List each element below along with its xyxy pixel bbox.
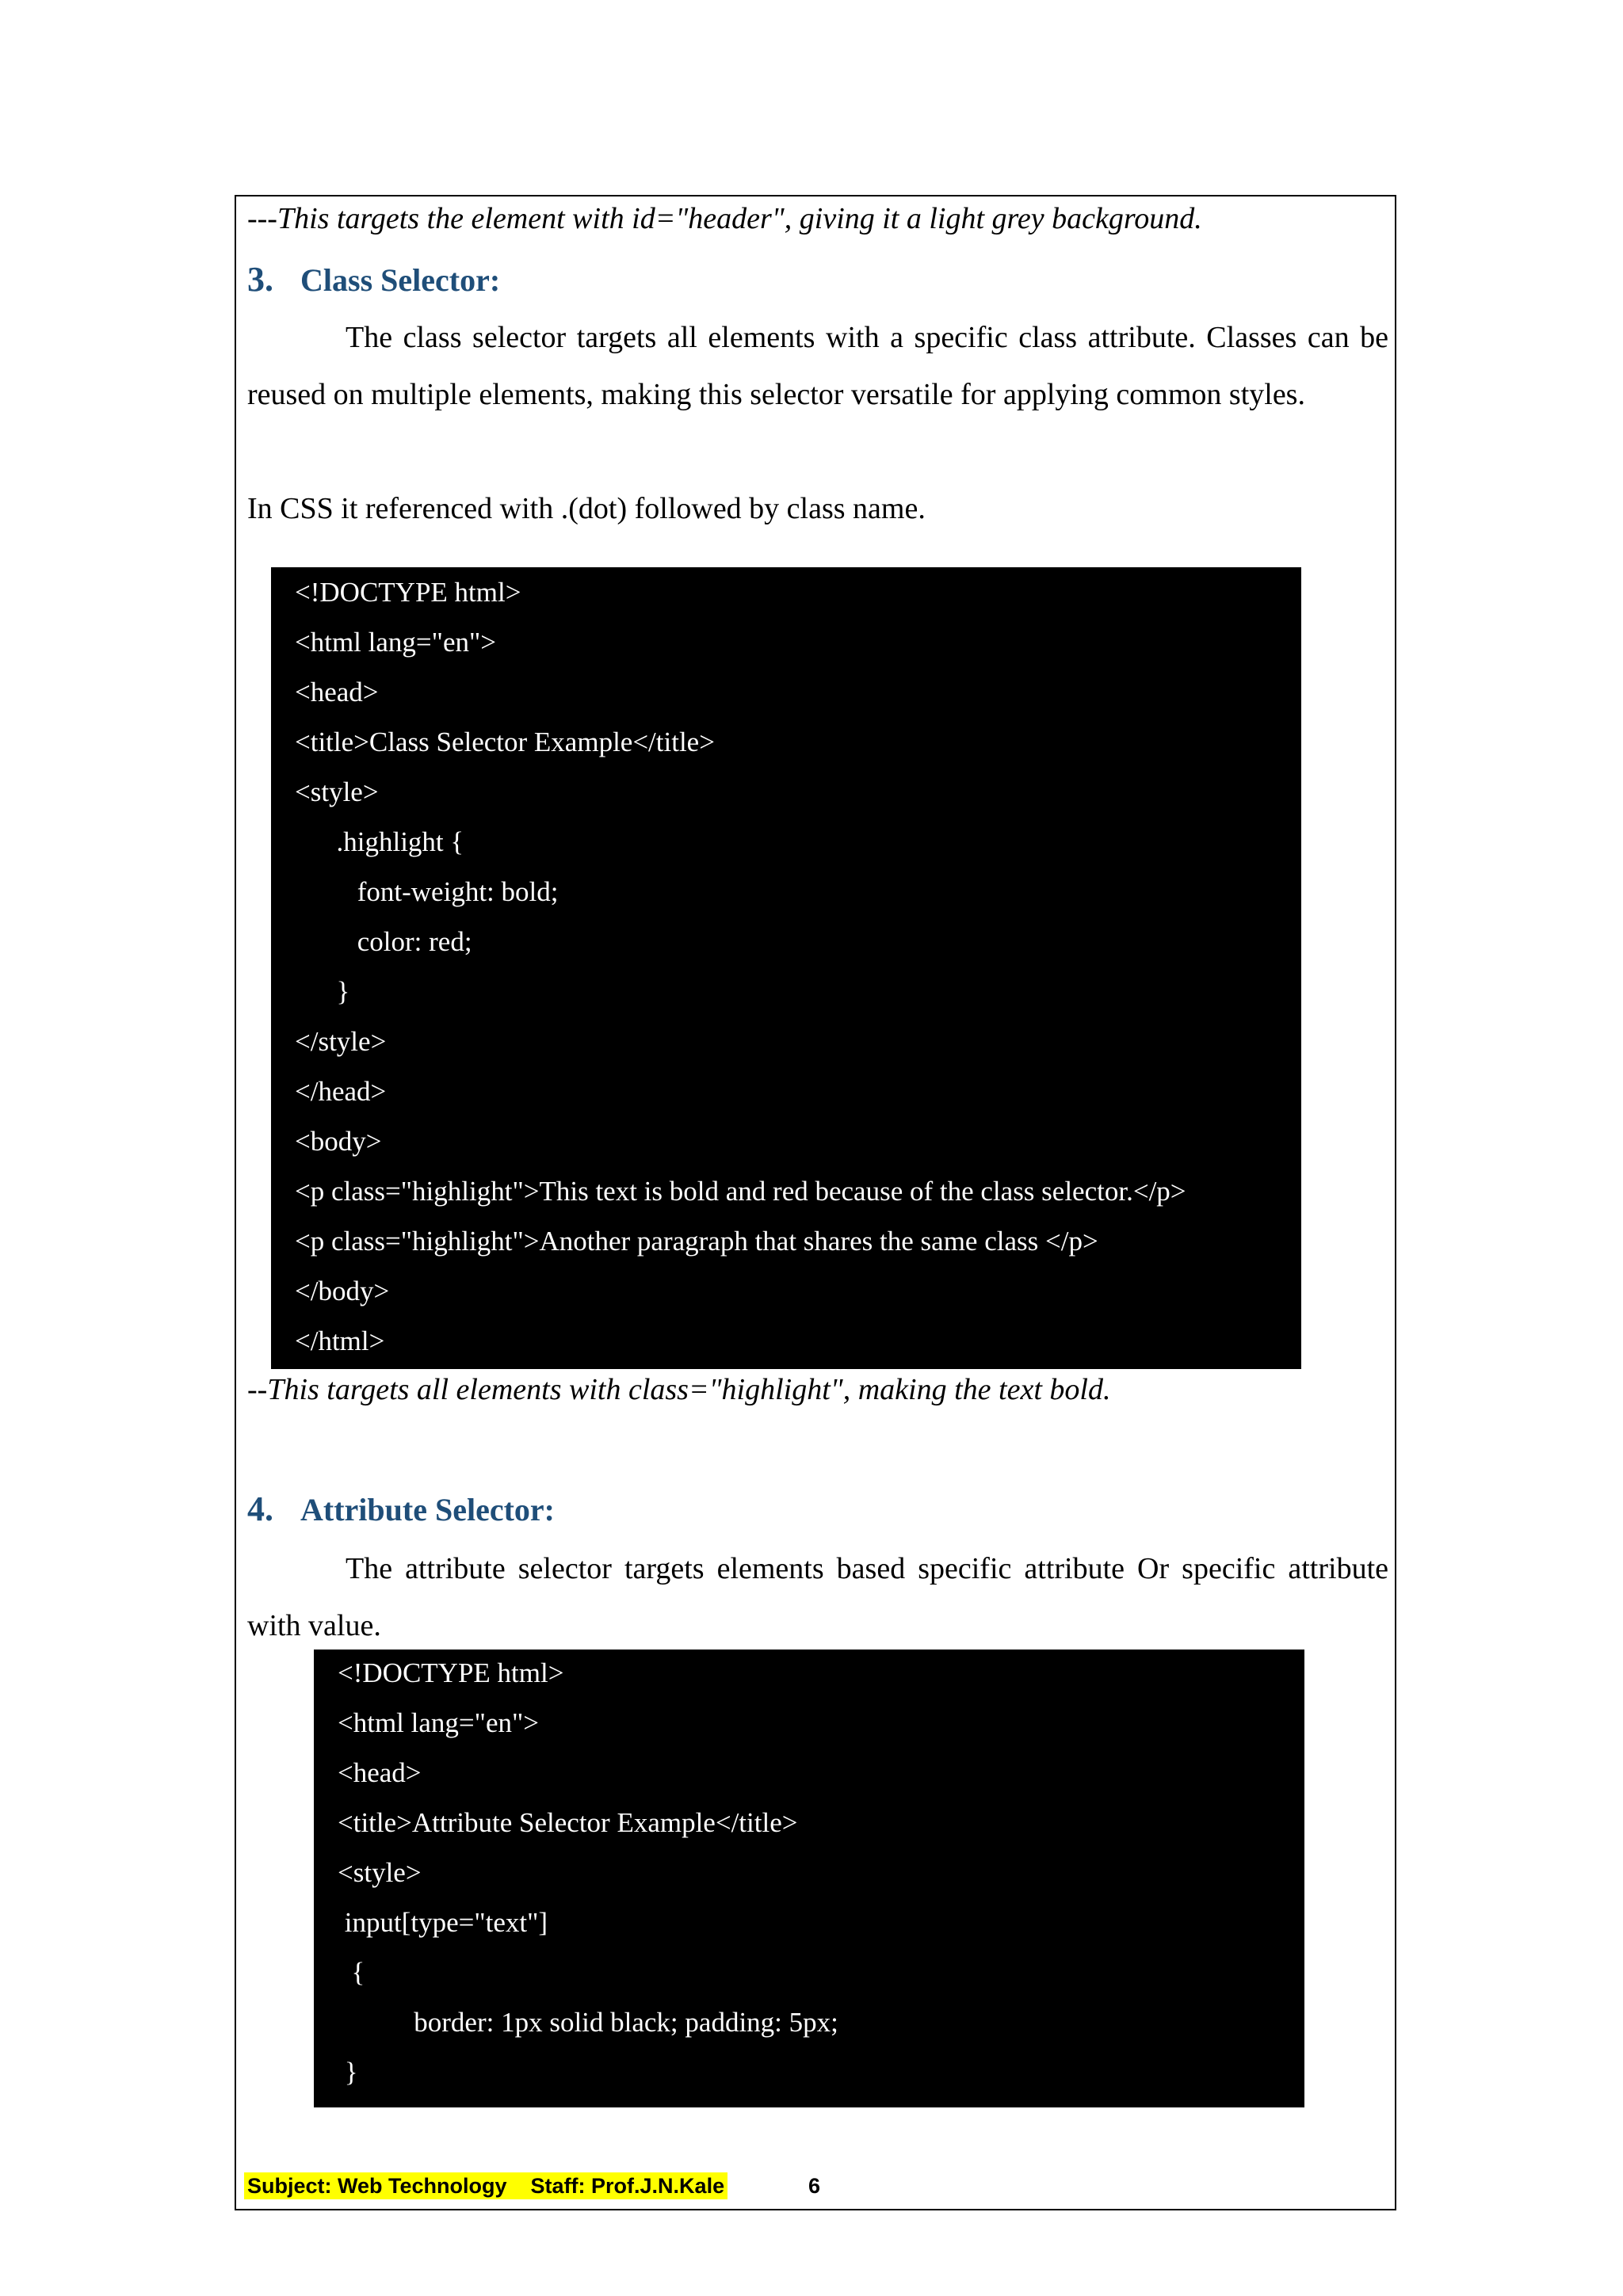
section3-paragraph-2: In CSS it referenced with .(dot) followed by class name.: [247, 492, 926, 525]
code-line: font-weight: bold;: [295, 876, 559, 907]
code-line: <style>: [338, 1857, 422, 1888]
section3-note: --This targets all elements with class="highlight", making the text bold.: [247, 1373, 1111, 1406]
section3-title: Class Selector:: [300, 262, 501, 298]
section4-heading: [247, 1489, 555, 1530]
code-line: color: red;: [295, 926, 472, 957]
footer-highlight: [244, 2172, 727, 2199]
code-line: {: [338, 1957, 365, 1988]
code-line: <p class="highlight">Another paragraph that shares the same class </p>: [295, 1226, 1098, 1257]
code-line: <body>: [295, 1126, 382, 1157]
intro-note: ---This targets the element with id="header", giving it a light grey background.: [247, 202, 1202, 235]
page-number: 6: [808, 2174, 821, 2198]
footer-subject: Subject: Web Technology: [247, 2174, 507, 2198]
code-block-attribute-selector: [314, 1650, 1304, 2107]
footer-staff: Staff: Prof.J.N.Kale: [530, 2174, 725, 2198]
code-line: <html lang="en">: [338, 1707, 540, 1738]
code-line: <title>Attribute Selector Example</title>: [338, 1807, 798, 1838]
code-line: }: [338, 2057, 358, 2088]
section3-heading: [247, 260, 500, 300]
section4-title: Attribute Selector:: [300, 1492, 555, 1527]
code-line: .highlight {: [295, 826, 464, 857]
code-line: <title>Class Selector Example</title>: [295, 727, 715, 757]
code-line: <p class="highlight">This text is bold and red because of the class selector.</p>: [295, 1176, 1186, 1207]
section4-paragraph: The attribute selector targets elements based specific attribute Or specific attribute with value.: [247, 1552, 1388, 1642]
code-line: input[type="text"]: [338, 1907, 548, 1938]
code-line: <html lang="en">: [295, 627, 497, 658]
code-line: }: [295, 976, 350, 1007]
code-line: </head>: [295, 1076, 387, 1107]
code-line: </html>: [295, 1325, 385, 1356]
code-line: <!DOCTYPE html>: [295, 577, 521, 608]
footer: [244, 2172, 727, 2199]
code-line: <head>: [338, 1757, 422, 1788]
code-line: border: 1px solid black; padding: 5px;: [338, 2007, 838, 2038]
code-line: </style>: [295, 1026, 387, 1057]
code-line: <!DOCTYPE html>: [338, 1657, 564, 1688]
section3-number: 3.: [247, 260, 273, 299]
section4-number: 4.: [247, 1489, 273, 1528]
section3-paragraph: The class selector targets all elements with a specific class attribute. Classes can be reused on multiple elements, making this selector versatile for applying common styles.: [247, 321, 1388, 411]
code-line: </body>: [295, 1276, 390, 1306]
code-line: <head>: [295, 677, 379, 707]
code-line: <style>: [295, 776, 379, 807]
code-block-class-selector: [271, 567, 1301, 1369]
